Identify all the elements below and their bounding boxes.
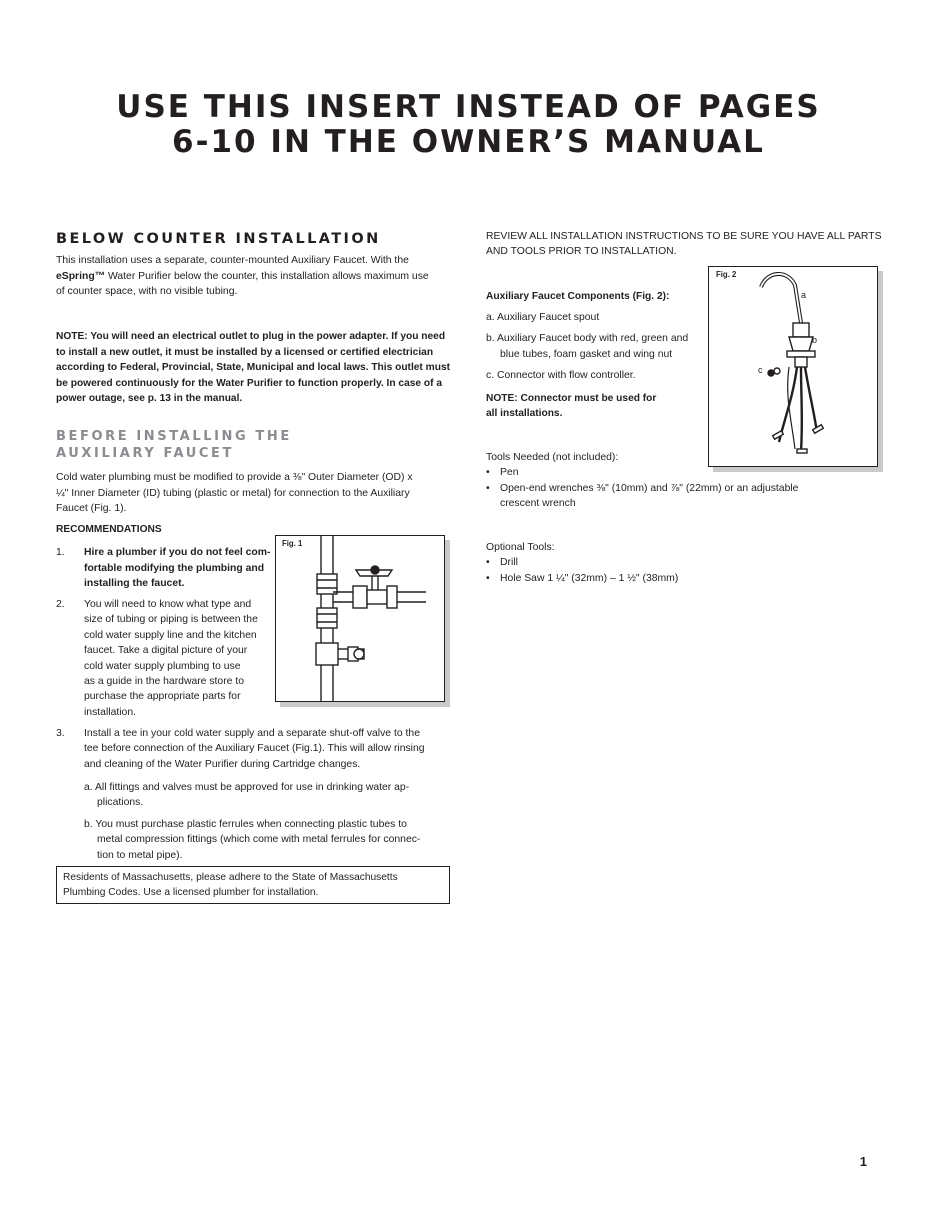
review-line: AND TOOLS PRIOR TO INSTALLATION. <box>486 246 677 258</box>
sub-item-line: plications. <box>97 797 144 809</box>
recommendation-line: cold water supply line and the kitchen <box>84 629 257 641</box>
figure-2-label: Fig. 2 <box>716 270 737 279</box>
tool-item: • Open-end wrenches ⅜" (10mm) and ⅞" (22mm) or an adjustable <box>486 481 886 496</box>
optional-tool-item: • Drill <box>486 555 886 570</box>
notice-line: Plumbing Codes. Use a licensed plumber for installation. <box>63 887 319 898</box>
brand-name: eSpring™ <box>56 270 106 282</box>
tools-needed <box>486 450 886 512</box>
subheading-line-1: BEFORE INSTALLING THE <box>56 429 292 444</box>
recommendation-3b <box>84 817 454 863</box>
sub-item-line: metal compression fittings (which come with metal ferrules for connec- <box>97 834 421 846</box>
intro-paragraph <box>56 253 450 300</box>
recommendation-text <box>84 726 456 772</box>
recommendation-number: 2. <box>56 599 65 610</box>
recommendation-line: You will need to know what type and <box>84 599 252 610</box>
massachusetts-notice-box <box>56 866 450 904</box>
recommendation-line: fortable modifying the plumbing and <box>84 562 265 574</box>
recommendation-line: Install a tee in your cold water supply and a separate shut-off valve to the <box>84 728 420 739</box>
recommendation-line: cold water supply plumbing to use <box>84 660 241 672</box>
sub-item-line: tion to metal pipe). <box>97 849 183 861</box>
electrical-note-line: power outage, see p. 13 in the manual. <box>56 393 243 404</box>
pipe-valve-illustration <box>276 536 444 701</box>
tool-item-cont: crescent wrench <box>500 498 576 510</box>
intro-line-2-rest: Water Purifier below the counter, this installation allows maximum use <box>105 270 429 282</box>
electrical-note-line: NOTE: You will need an electrical outlet to plug in the power adapter. If you need <box>56 331 446 342</box>
component-c: c. Connector with flow controller. <box>486 370 636 382</box>
subheading-before-installing <box>56 428 292 462</box>
recommendation-line: installing the faucet. <box>84 578 185 589</box>
tools-heading: Tools Needed (not included): <box>486 452 619 463</box>
review-instructions <box>486 229 886 260</box>
optional-tools <box>486 540 886 586</box>
intro-line-2 <box>56 269 450 285</box>
component-a: a. Auxiliary Faucet spout <box>486 312 600 323</box>
plumbing-line: ¼" Inner Diameter (ID) tubing (plastic or metal) for connection to the Auxiliary <box>56 487 410 499</box>
electrical-note <box>56 329 456 407</box>
recommendation-line: size of tubing or piping is between the <box>84 614 258 626</box>
electrical-note-line: be powered continuously for the Water Purifier to function properly. In case of a <box>56 377 443 389</box>
electrical-note-line: to install a new outlet, it must be installed by a licensed or certified electrician <box>56 346 434 358</box>
review-line: REVIEW ALL INSTALLATION INSTRUCTIONS TO BE SURE YOU HAVE ALL PARTS <box>486 231 882 242</box>
component-b-cont: blue tubes, foam gasket and wing nut <box>500 348 673 360</box>
recommendations-heading: RECOMMENDATIONS <box>56 524 162 535</box>
components-list <box>486 310 701 384</box>
recommendation-line: Hire a plumber if you do not feel com- <box>84 547 271 558</box>
recommendation-line: installation. <box>84 706 136 718</box>
figure-1-label: Fig. 1 <box>282 539 303 548</box>
recommendation-line: and cleaning of the Water Purifier during Cartridge changes. <box>84 758 361 770</box>
connector-note-line: all installations. <box>486 408 563 420</box>
page-title-line-1: USE THIS INSERT INSTEAD OF PAGES <box>116 89 821 125</box>
recommendation-number: 1. <box>56 547 65 558</box>
components-heading: Auxiliary Faucet Components (Fig. 2): <box>486 291 670 302</box>
plumbing-line: Faucet (Fig. 1). <box>56 503 127 514</box>
figure-2-label-b: b <box>812 335 818 345</box>
figure-2 <box>708 266 878 467</box>
plumbing-paragraph <box>56 470 450 517</box>
connector-note <box>486 391 656 421</box>
sub-item-line: b. You must purchase plastic ferrules when connecting plastic tubes to <box>84 819 407 830</box>
plumbing-line: Cold water plumbing must be modified to provide a ⅜" Outer Diameter (OD) x <box>56 472 413 483</box>
recommendation-line: purchase the appropriate parts for <box>84 691 241 703</box>
component-b: b. Auxiliary Faucet body with red, green and <box>486 333 689 345</box>
recommendation-number: 3. <box>56 728 65 739</box>
recommendation-text <box>84 545 294 592</box>
notice-line: Residents of Massachusetts, please adhere to the State of Massachusetts <box>63 872 398 883</box>
page-number: 1 <box>859 1154 867 1169</box>
subheading-line-2: AUXILIARY FAUCET <box>56 446 234 461</box>
tool-item: • Pen <box>486 465 886 480</box>
connector-note-line: NOTE: Connector must be used for <box>486 393 657 404</box>
intro-line-3: of counter space, with no visible tubing. <box>56 286 238 297</box>
page-title <box>0 90 937 160</box>
recommendation-line: tee before connection of the Auxiliary Faucet (Fig.1). This will allow rinsing <box>84 743 425 755</box>
section-heading-below-counter: BELOW COUNTER INSTALLATION <box>56 231 381 247</box>
intro-line-1: This installation uses a separate, counter-mounted Auxiliary Faucet. With the <box>56 255 409 266</box>
electrical-note-line: according to Federal, Provincial, State, Municipal and local laws. This outlet must <box>56 362 450 373</box>
figure-2-label-a: a <box>801 290 807 300</box>
optional-tool-item: • Hole Saw 1 ¼" (32mm) – 1 ½" (38mm) <box>486 571 886 586</box>
auxiliary-faucet-illustration <box>709 267 877 466</box>
recommendation-line: faucet. Take a digital picture of your <box>84 645 248 657</box>
recommendation-3a <box>84 780 454 811</box>
figure-1 <box>275 535 445 702</box>
optional-tools-heading: Optional Tools: <box>486 542 555 553</box>
sub-item-line: a. All fittings and valves must be approved for use in drinking water ap- <box>84 782 410 793</box>
page-title-line-2: 6-10 IN THE OWNER’S MANUAL <box>172 124 765 160</box>
recommendation-line: as a guide in the hardware store to <box>84 676 244 688</box>
figure-2-label-c: c <box>758 365 763 375</box>
recommendation-text <box>84 597 294 720</box>
